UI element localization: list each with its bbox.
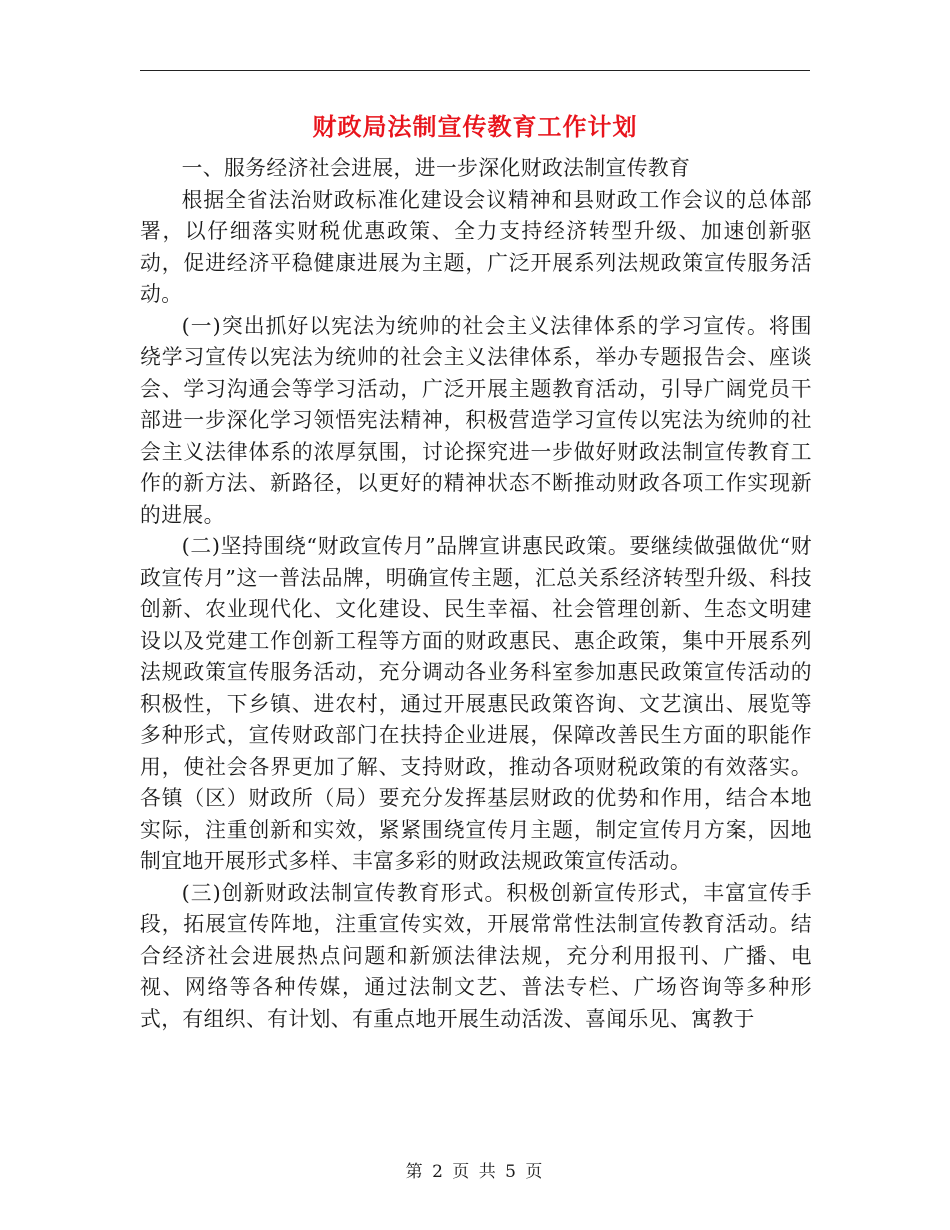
paragraph-item-3: (三)创新财政法制宣传教育形式。积极创新宣传形式，丰富宣传手段，拓展宣传阵地，注重宣传实效，开展常常性法制宣传教育活动。结合经济社会进展热点问题和新颁法律法规，充分利用报刊、广播、电视、网络等各种传媒，通过法制文艺、普法专栏、广场咨询等多种形式，有组织、有计划、有重点地开展生动活泼、喜闻乐见、寓教于	[140, 880, 812, 1031]
page-number-footer: 第 2 页 共 5 页	[405, 1162, 545, 1182]
header-rule	[140, 70, 810, 71]
paragraph-intro: 根据全省法治财政标准化建设会议精神和县财政工作会议的总体部署，以仔细落实财税优惠政策、全力支持经济转型升级、加速创新驱动，促进经济平稳健康进展为主题，广泛开展系列法规政策宣传服务活动。	[140, 187, 812, 306]
section-heading-1: 一、服务经济社会进展，进一步深化财政法制宣传教育	[181, 156, 691, 180]
paragraph-item-1: (一)突出抓好以宪法为统帅的社会主义法律体系的学习宣传。将围绕学习宣传以宪法为统帅的社会主义法律体系，举办专题报告会、座谈会、学习沟通会等学习活动，广泛开展主题教育活动，引导广阔党员干部进一步深化学习领悟宪法精神，积极营造学习宣传以宪法为统帅的社会主义法律体系的浓厚氛围，讨论探究进一步做好财政法制宣传教育工作的新方法、新路径，以更好的精神状态不断推动财政各项工作实现新的进展。	[140, 313, 812, 527]
document-body	[140, 153, 812, 1035]
document-title: 财政局法制宣传教育工作计划	[312, 112, 638, 141]
paragraph-item-2: (二)坚持围绕“财政宣传月”品牌宣讲惠民政策。要继续做强做优“财政宣传月”这一普法品牌，明确宣传主题，汇总关系经济转型升级、科技创新、农业现代化、文化建设、民生幸福、社会管理创新、生态文明建设以及党建工作创新工程等方面的财政惠民、惠企政策，集中开展系列法规政策宣传服务活动，充分调动各业务科室参加惠民政策宣传活动的积极性，下乡镇、进农村，通过开展惠民政策咨询、文艺演出、展览等多种形式，宣传财政部门在扶持企业进展，保障改善民生方面的职能作用，使社会各界更加了解、支持财政，推动各项财税政策的有效落实。各镇（区）财政所（局）要充分发挥基层财政的优势和作用，结合本地实际，注重创新和实效，紧紧围绕宣传月主题，制定宣传月方案，因地制宜地开展形式多样、丰富多彩的财政法规政策宣传活动。	[140, 534, 812, 873]
